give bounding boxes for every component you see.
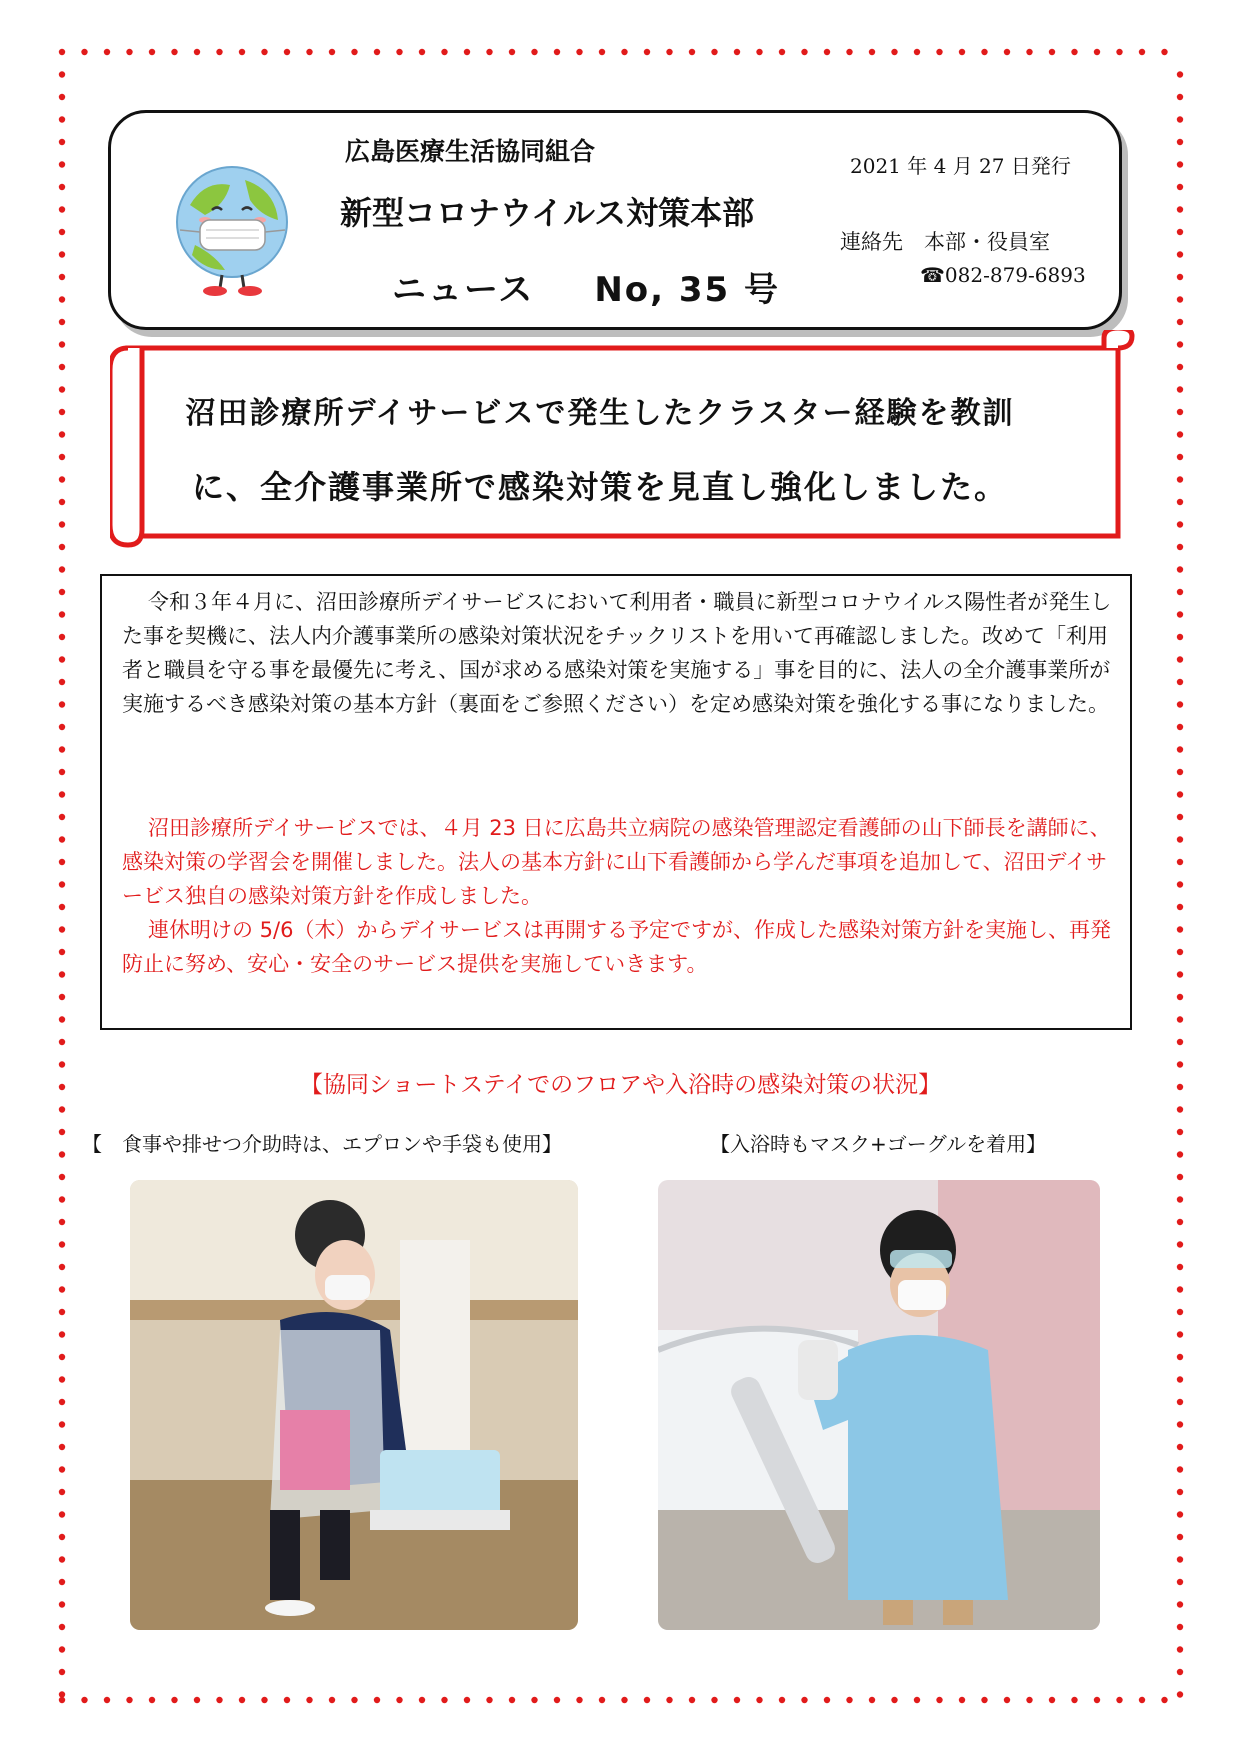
- issue-label: ニュース: [392, 270, 535, 310]
- section-title: 【協同ショートステイでのフロアや入浴時の感染対策の状況】: [299, 1072, 942, 1098]
- headline-line-1: 沼田診療所デイサービスで発生したクラスター経験を教訓: [185, 396, 1015, 431]
- paragraph-1: [122, 585, 1118, 721]
- issue-number: [392, 262, 780, 311]
- headquarters-title: 新型コロナウイルス対策本部: [340, 194, 755, 232]
- issue-no: No, 35 号: [594, 270, 781, 310]
- organization-name: 広島医療生活協同組合: [345, 137, 596, 166]
- telephone-icon: ☎: [920, 263, 945, 287]
- scroll-banner: [110, 330, 1135, 555]
- headline-line-2: に、全介護事業所で感染対策を見直し強化しました。: [191, 468, 1008, 506]
- paragraph-1-text: 令和３年４月に、沼田診療所デイサービスにおいて利用者・職員に新型コロナウイルス陽性者が発生した事を契機に、法人内介護事業所の感染対策状況をチックリストを用いて再確認しました。改めて「利用者と職員を守る事を最優先に考え、国が求める感染対策を実施する」事を目的に、法人の全介護事業所が実施するべき感染対策の基本方針（裏面をご参照ください）を定め感染対策を強化する事になりました。: [122, 590, 1112, 716]
- paragraph-3: [122, 913, 1118, 981]
- paragraph-2-text: 沼田診療所デイサービスでは、４月 23 日に広島共立病院の感染管理認定看護師の山下師長を講師に、感染対策の学習会を開催しました。法人の基本方針に山下看護師から学んだ事項を追加して、沼田デイサービス独自の感染対策方針を作成しました。: [122, 816, 1111, 908]
- photo-bathing-staff-goggles: [658, 1180, 1100, 1630]
- phone-number: [920, 263, 1086, 287]
- paragraph-3-text: 連休明けの 5/6（木）からデイサービスは再開する予定ですが、作成した感染対策方針を実施し、再発防止に努め、安心・安全のサービス提供を実施していきます。: [122, 918, 1111, 976]
- earth-mascot-icon: [170, 160, 295, 300]
- photo-caregiver-apron: [130, 1180, 578, 1630]
- phone-value: 082-879-6893: [944, 263, 1086, 287]
- contact-info: 連絡先 本部・役員室: [840, 230, 1050, 254]
- photo-caption-left: 【 食事や排せつ介助時は、エプロンや手袋も使用】: [82, 1132, 562, 1156]
- photo-caption-right: 【入浴時もマスク+ゴーグルを着用】: [710, 1132, 1047, 1156]
- publication-date: 2021 年 4 月 27 日発行: [850, 154, 1071, 178]
- paragraph-2: [122, 811, 1118, 913]
